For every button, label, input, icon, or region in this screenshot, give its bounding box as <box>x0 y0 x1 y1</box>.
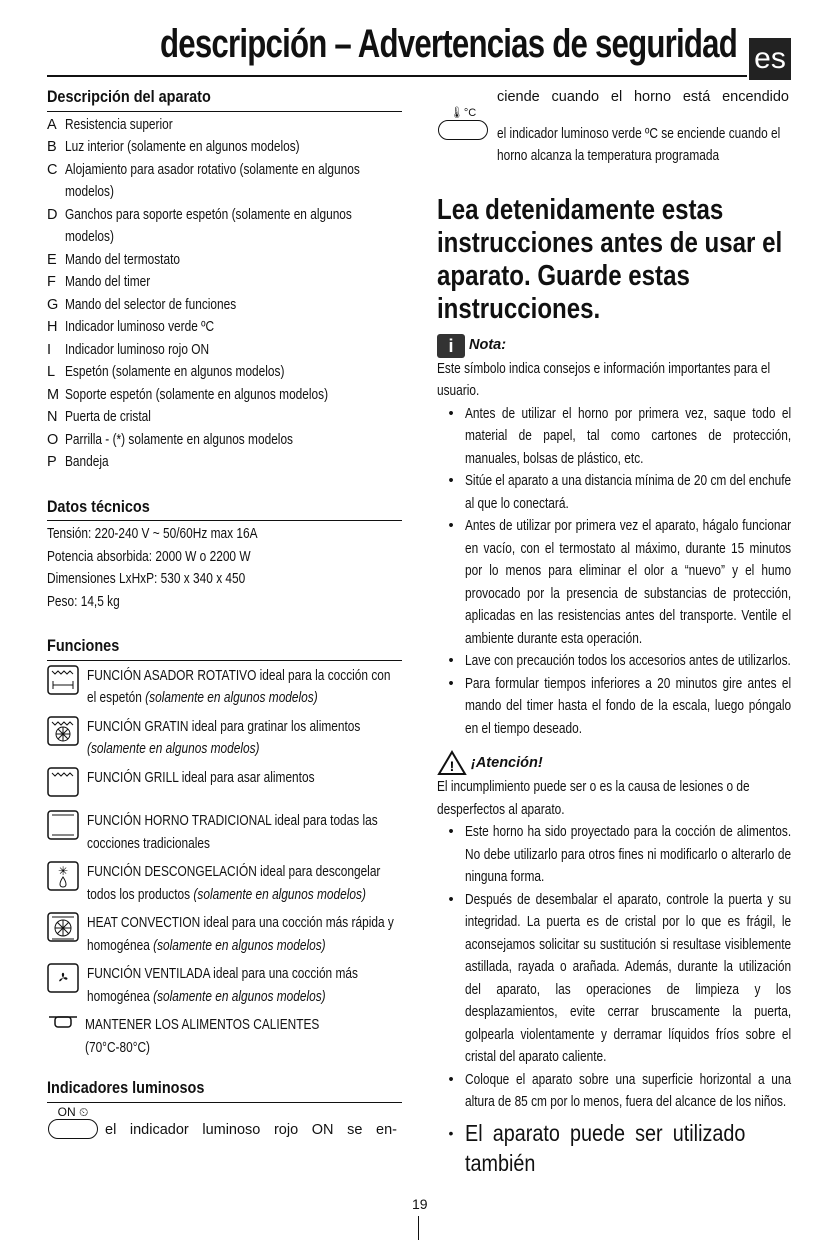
rotisserie-icon <box>47 665 79 703</box>
description-item <box>47 204 402 249</box>
description-text: Parrilla - (*) solamente en algunos modelos <box>65 431 294 448</box>
description-list <box>47 114 402 474</box>
tech-line: Peso: 14,5 kg <box>47 593 120 610</box>
note-bullets <box>437 403 791 741</box>
bullet-item <box>437 515 791 650</box>
svg-text:✳: ✳ <box>57 864 69 878</box>
bullet-item <box>437 1069 791 1114</box>
right-column <box>437 86 791 1178</box>
description-key: F <box>47 274 56 290</box>
function-row <box>47 861 402 906</box>
function-text <box>87 767 364 790</box>
bullet-text: Lave con precaución todos los accesorios antes de utilizarlos. <box>465 653 791 669</box>
temp-label: °C <box>463 107 477 119</box>
description-key: A <box>47 116 57 133</box>
bullet-text: Antes de utilizar por primera vez el aparato, hágalo funcionar en vacío, con el termostato al máximo, durante 15 minutos por lo menos para eliminar el olor a “nuevo” y el humo provocado por la presencia de substancias de protección, aplicadas en las resistencias antes del transporte. Ventile el ambiente durante esta operación. <box>465 518 792 647</box>
on-label: ON <box>57 1104 76 1119</box>
bullet-item <box>437 650 791 673</box>
function-note: (solamente en algunos modelos) <box>145 690 318 706</box>
warning-text: El incumplimiento puede ser o es la causa de lesiones o de desperfectos al aparato. <box>437 779 750 818</box>
description-item <box>47 136 402 159</box>
keep-warm-row <box>47 1014 402 1059</box>
description-text: Puerta de cristal <box>65 409 151 425</box>
description-text: Ganchos para soporte espetón (solamente en algunos modelos) <box>65 206 352 245</box>
function-row <box>47 912 402 957</box>
tech-list <box>47 523 402 613</box>
traditional-oven-icon <box>47 810 79 848</box>
bullet-text: Coloque el aparato sobre una superficie horizontal a una altura de 85 cm por lo menos, fuera del alcance de los niños. <box>465 1071 792 1110</box>
function-label: HEAT CONVECTION ideal para una cocción más rápida y homogénea <box>87 915 394 954</box>
tech-line: Potencia absorbida: 2000 W o 2200 W <box>47 548 251 565</box>
warning-title: ¡Atención! <box>471 754 543 771</box>
green-indicator-lamp <box>438 120 488 140</box>
bullet-item <box>437 470 791 515</box>
description-text: Mando del termostato <box>65 251 181 268</box>
description-text: Mando del selector de funciones <box>65 296 237 313</box>
info-icon: i <box>437 334 465 358</box>
red-indicator-lamp <box>48 1119 98 1139</box>
bullet-text: Este horno ha sido proyectado para la cocción de alimentos. No debe utilizarlo para otros fines ni modificarlo o alterarlo de ninguna forma. <box>465 824 792 885</box>
tech-line: Tensión: 220-240 V ~ 50/60Hz max 16A <box>47 526 258 542</box>
page-title: descripción – Advertencias de seguridad <box>160 22 738 66</box>
function-row <box>47 665 402 710</box>
description-item <box>47 271 402 294</box>
function-note: (solamente en algunos modelos) <box>87 741 260 757</box>
description-key: D <box>47 206 58 223</box>
bullet-dot: • <box>448 518 454 534</box>
function-label: FUNCIÓN GRATIN ideal para gratinar los alimentos <box>87 718 361 735</box>
function-row <box>47 963 402 1008</box>
function-note: (solamente en algunos modelos) <box>193 886 366 903</box>
function-label: FUNCIÓN HORNO TRADICIONAL ideal para todas las cocciones tradicionales <box>87 813 378 852</box>
red-indicator-row <box>47 1105 402 1142</box>
bullet-item <box>437 821 791 889</box>
bullet-item <box>437 673 791 741</box>
functions-heading: Funciones <box>47 635 402 661</box>
description-text: Indicador luminoso rojo ON <box>65 341 210 358</box>
description-item <box>47 294 402 317</box>
function-text <box>87 861 402 906</box>
page-divider <box>418 1216 419 1240</box>
bullet-text: Antes de utilizar el horno por primera vez, saque todo el material de papel, tal como cartones de protección, manuales, bolsas de plástico, etc. <box>465 405 792 467</box>
description-key: N <box>47 409 58 425</box>
grill-icon <box>47 767 79 805</box>
function-text <box>87 963 402 1008</box>
function-text <box>87 912 402 957</box>
function-label: FUNCIÓN VENTILADA ideal para una cocción más homogénea <box>87 966 358 1005</box>
indicators-heading: Indicadores luminosos <box>47 1077 402 1103</box>
note-heading-row <box>437 334 791 358</box>
bullet-item <box>437 889 791 1069</box>
description-key: I <box>47 341 52 358</box>
description-text: Soporte espetón (solamente en algunos modelos) <box>65 386 329 403</box>
description-key: G <box>47 296 59 313</box>
description-item <box>47 451 402 474</box>
bullet-dot: • <box>448 891 454 908</box>
function-note: (solamente en algunos modelos) <box>153 937 326 954</box>
last-bullet: • El aparato puede ser utilizado también <box>448 1119 746 1176</box>
function-note: (solamente en algunos modelos) <box>153 988 326 1005</box>
bullet-text: Sitúe el aparato a una distancia mínima de 20 cm del enchufe al que lo conectará. <box>465 473 792 512</box>
description-key: M <box>47 386 60 403</box>
description-item <box>47 384 402 407</box>
description-text: Mando del timer <box>65 274 151 290</box>
function-text <box>87 810 402 855</box>
description-heading: Descripción del aparato <box>47 86 402 112</box>
function-text <box>87 716 402 761</box>
tech-heading: Datos técnicos <box>47 496 402 522</box>
warning-icon <box>437 750 467 776</box>
note-text: Este símbolo indica consejos e información importantes para el usuario. <box>437 360 771 399</box>
description-item <box>47 316 402 339</box>
description-key: H <box>47 319 58 335</box>
description-item <box>47 249 402 272</box>
red-indicator-text-cont: ciende cuando el horno está encendido <box>497 89 789 105</box>
left-column <box>47 86 402 1142</box>
main-heading: Lea detenidamente estas instrucciones antes de usar el aparato. Guarde estas instrucciones. <box>437 193 783 325</box>
description-key: B <box>47 139 57 155</box>
description-key: P <box>47 454 57 470</box>
function-row <box>47 716 402 761</box>
function-label: FUNCIÓN ASADOR ROTATIVO ideal para la cocción con el espetón <box>87 667 391 706</box>
red-indicator-text: el indicador luminoso rojo ON se en- <box>105 1121 397 1138</box>
page-number: 19 <box>412 1196 428 1212</box>
green-indicator-text: el indicador luminoso verde ºC se enciende cuando el horno alcanza la temperatura programada <box>497 125 781 164</box>
functions-list <box>47 665 402 1009</box>
description-item <box>47 361 402 384</box>
bullet-dot: • <box>448 1071 454 1088</box>
description-text: Espetón (solamente en algunos modelos) <box>65 364 285 380</box>
bullet-dot: • <box>448 405 454 422</box>
description-key: O <box>47 431 59 448</box>
keep-warm-icon <box>47 1014 79 1030</box>
defrost-icon <box>47 861 79 899</box>
description-key: E <box>47 251 57 268</box>
function-label: FUNCIÓN GRILL ideal para asar alimentos <box>87 769 315 786</box>
warning-heading-row <box>437 750 791 776</box>
clock-icon: ⏲ <box>78 1104 89 1119</box>
description-item <box>47 406 402 429</box>
bullet-text: Para formular tiempos inferiores a 20 minutos gire antes el mando del timer hasta el fondo de la escala, luego póngalo en el tiempo deseado. <box>465 675 792 737</box>
fan-icon <box>47 963 79 1001</box>
bullet-dot: • <box>448 824 454 840</box>
description-text: Resistencia superior <box>65 116 173 133</box>
description-text: Bandeja <box>65 454 109 470</box>
bullet-dot: • <box>448 653 454 669</box>
description-item <box>47 339 402 362</box>
tech-line: Dimensiones LxHxP: 530 x 340 x 450 <box>47 571 246 587</box>
heat-convection-icon <box>47 912 79 950</box>
green-indicator-row <box>437 86 791 168</box>
description-item <box>47 429 402 452</box>
language-tab: es <box>749 38 791 80</box>
description-key: L <box>47 364 56 380</box>
thermometer-icon: 🌡 <box>449 107 464 119</box>
bullet-item <box>437 403 791 471</box>
bullet-dot: • <box>448 675 454 692</box>
bullet-text: Después de desembalar el aparato, controle la puerta y su integridad. La puerta es de cristal por lo que es frágil, le aconsejamos solicitar su sustitución si resultase visiblemente astillada, rayada o arañada. Además, durante la utilización del aparato, las operaciones de limpieza y los desplazamientos, evite cerrar bruscamente la puerta, golpearla violentamente y derramar líquidos fríos sobre el cristal del aparato caliente. <box>465 891 792 1065</box>
description-text: Luz interior (solamente en algunos modelos) <box>65 139 300 155</box>
description-item <box>47 159 402 204</box>
svg-text:!: ! <box>449 758 455 774</box>
note-title: Nota: <box>469 337 507 354</box>
keep-warm-label: MANTENER LOS ALIMENTOS CALIENTES (70°C-80°C) <box>85 1017 320 1056</box>
title-rule <box>47 75 747 77</box>
description-text: Indicador luminoso verde ºC <box>65 319 215 335</box>
function-row <box>47 810 402 855</box>
bullet-dot: • <box>448 473 454 489</box>
description-text: Alojamiento para asador rotativo (solamente en algunos modelos) <box>65 161 360 200</box>
function-row <box>47 767 402 805</box>
description-key: C <box>47 161 58 178</box>
gratin-icon <box>47 716 79 754</box>
warning-bullets <box>437 821 791 1114</box>
function-text <box>87 665 402 710</box>
description-item <box>47 114 402 137</box>
function-label: FUNCIÓN DESCONGELACIÓN ideal para descongelar todos los productos <box>87 864 381 903</box>
